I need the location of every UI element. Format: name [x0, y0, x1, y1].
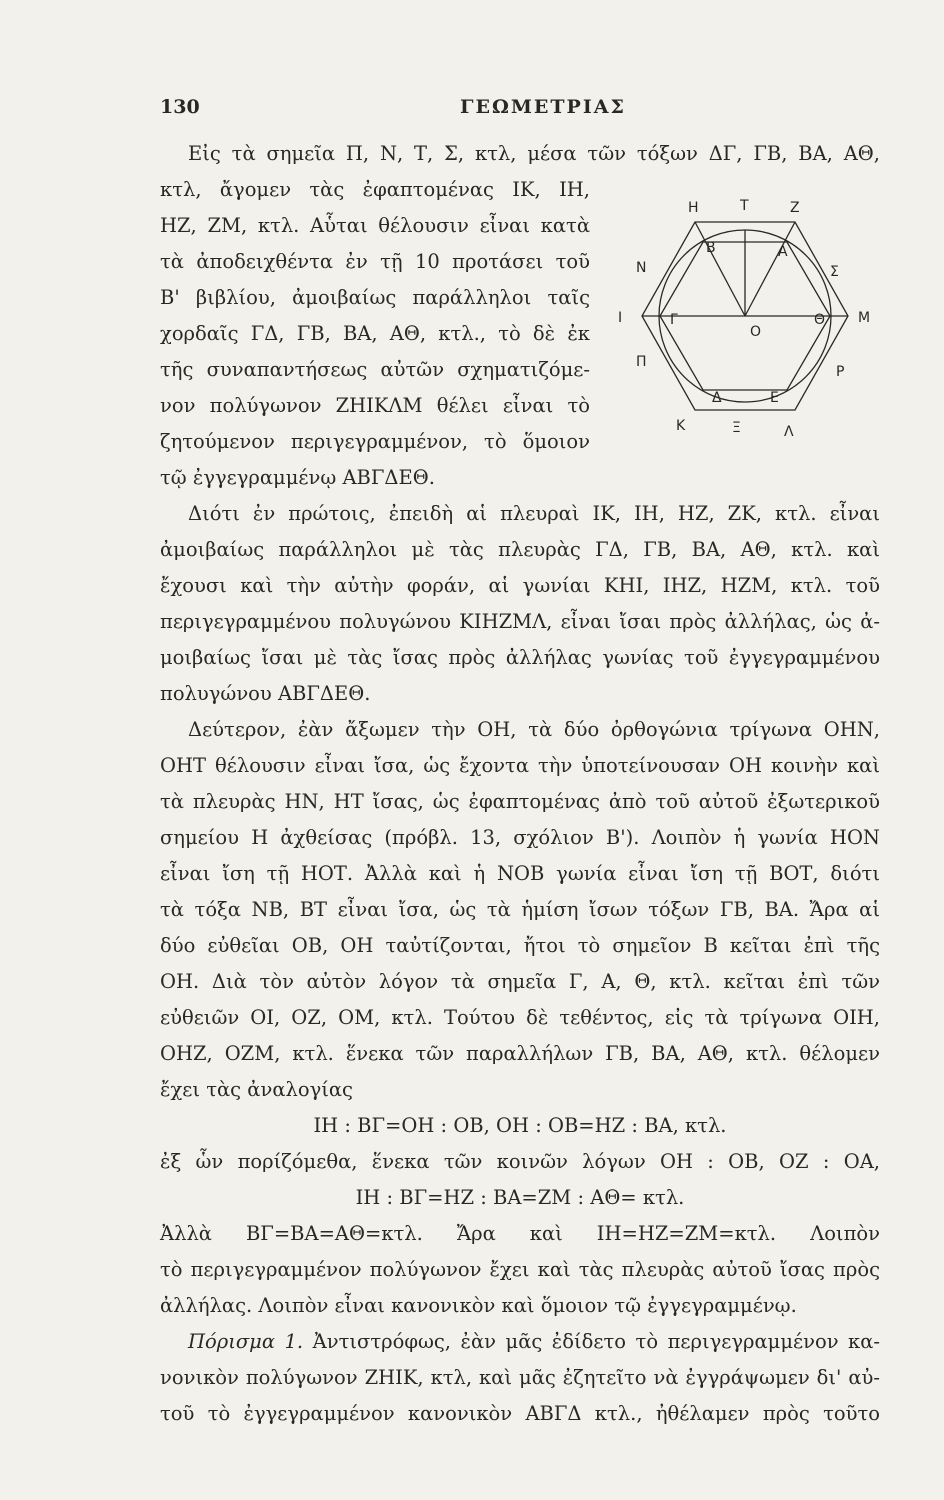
text-line: εἶναι ἴση τῇ ΗΟΤ. Ἀλλὰ καὶ ἡ ΝΟΒ γωνία εἶναι ἴση τῇ ΒΟΤ, διότι: [160, 862, 880, 885]
text-line: ΟΗ. Διὰ τὸν αὐτὸν λόγον τὰ σημεῖα Γ, Α, Θ, κτλ. κεῖται ἐπὶ τῶν: [160, 970, 880, 993]
text-line: περιγεγραμμένου πολυγώνου ΚΙΗΖΜΛ, εἶναι ἴσαι πρὸς ἀλλήλας, ὡς ἀ-: [160, 610, 880, 633]
label-mu: Μ: [858, 310, 871, 326]
label-pi: Π: [636, 354, 647, 370]
corollary-text: Ἀντιστρόφως, ἐὰν μᾶς ἐδίδετο τὸ περιγεγραμμένον κα-: [312, 1330, 881, 1353]
label-kappa: Κ: [676, 418, 686, 434]
text-line: τὸ περιγεγραμμένον πολύγωνον ἔχει καὶ τὰς πλευρὰς αὐτοῦ ἴσας πρὸς: [160, 1258, 880, 1281]
text-line: τὰ ἀποδειχθέντα ἐν τῇ 10 προτάσει τοῦ: [160, 250, 590, 273]
text-line: ἐξ ὧν πορίζόμεθα, ἕνεκα τῶν κοινῶν λόγων ΟΗ : ΟΒ, ΟΖ : ΟΑ,: [160, 1150, 880, 1173]
label-eta: Η: [688, 200, 699, 216]
text-line: σημείου Η ἀχθείσας (πρόβλ. 13, σχόλιον Β'). Λοιπὸν ἡ γωνία ΗΟΝ: [160, 826, 880, 849]
label-rho: Ρ: [836, 364, 845, 380]
text-line: Ἀλλὰ ΒΓ=ΒΑ=ΑΘ=κτλ. Ἄρα καὶ ΙΗ=ΗΖ=ΖΜ=κτλ. Λοιπὸν: [160, 1222, 880, 1245]
text-line: τὰ πλευρὰς ΗΝ, ΗΤ ἴσας, ὡς ἐφαπτομένας ἀπὸ τοῦ αὐτοῦ ἐξωτερικοῦ: [160, 790, 880, 813]
geometry-figure: [600, 190, 885, 450]
text-line: τὰ τόξα ΝΒ, ΒΤ εἶναι ἴσα, ὡς τὰ ἡμίση ἴσων τόξων ΓΒ, ΒΑ. Ἄρα αἱ: [160, 898, 880, 921]
corollary-line: [160, 1330, 880, 1354]
text-line: δύο εὐθεῖαι ΟΒ, ΟΗ ταὐτίζονται, ἤτοι τὸ σημεῖον Β κεῖται ἐπὶ τῆς: [160, 934, 880, 957]
equation: ΙΗ : ΒΓ=ΟΗ : ΟΒ, ΟΗ : ΟΒ=ΗΖ : ΒΑ, κτλ.: [313, 1114, 727, 1137]
radius-line: [695, 222, 745, 316]
radius-line: [745, 222, 795, 316]
label-tau: Τ: [740, 198, 749, 214]
text-line: Δεύτερον, ἐὰν ἄξωμεν τὴν ΟΗ, τὰ δύο ὀρθογώνια τρίγωνα ΟΗΝ,: [188, 718, 880, 741]
page-number: 130: [160, 96, 200, 118]
equation: ΙΗ : ΒΓ=ΗΖ : ΒΑ=ΖΜ : ΑΘ= κτλ.: [355, 1186, 685, 1209]
running-title: ΓΕΩΜΕΤΡΙΑΣ: [460, 96, 626, 118]
hexagon-diagram: [600, 190, 885, 450]
label-iota: Ι: [618, 310, 623, 326]
text-line: τῷ ἐγγεγραμμένῳ ΑΒΓΔΕΘ.: [160, 466, 435, 489]
text-line: Διότι ἐν πρώτοις, ἐπειδὴ αἱ πλευραὶ ΙΚ, ΙΗ, ΗΖ, ΖΚ, κτλ. εἶναι: [188, 502, 880, 525]
text-line: ΟΗΤ θέλουσιν εἶναι ἴσα, ὡς ἔχοντα τὴν ὑποτείνουσαν ΟΗ κοινὴν καὶ: [160, 754, 880, 777]
label-epsilon: Ε: [770, 390, 779, 406]
text-line: ζητούμενον περιγεγραμμένον, τὸ ὅμοιον: [160, 430, 590, 453]
text-line: μοιβαίως ἴσαι μὲ τὰς ἴσας πρὸς ἀλλήλας γωνίας τοῦ ἐγγεγραμμένου: [160, 646, 880, 669]
text-line: ἀλλήλας. Λοιπὸν εἶναι κανονικὸν καὶ ὅμοιον τῷ ἐγγεγραμμένῳ.: [160, 1294, 797, 1317]
text-line: Β' βιβλίου, ἀμοιβαίως παράλληλοι ταῖς: [160, 286, 590, 309]
text-line: εὐθειῶν ΟΙ, ΟΖ, ΟΜ, κτλ. Τούτου δὲ τεθέντος, εἰς τὰ τρίγωνα ΟΙΗ,: [160, 1006, 880, 1029]
label-gamma: Γ: [670, 312, 678, 328]
page-header: [160, 96, 880, 126]
label-xi: Ξ: [732, 420, 741, 436]
text-line: νονικὸν πολύγωνον ΖΗΙΚ, κτλ, καὶ μᾶς ἐζητεῖτο νὰ ἐγγράψωμεν δι' αὐ-: [160, 1366, 880, 1389]
label-omicron: Ο: [750, 324, 762, 340]
text-line: τῆς συναπαντήσεως αὐτῶν σχηματιζόμε-: [160, 358, 590, 381]
text-line: νον πολύγωνον ΖΗΙΚΛΜ θέλει εἶναι τὸ: [160, 394, 590, 417]
label-nu: Ν: [636, 260, 647, 276]
text-line: κτλ, ἄγομεν τὰς ἐφαπτομένας ΙΚ, ΙΗ,: [160, 178, 590, 201]
text-line: χορδαῖς ΓΔ, ΓΒ, ΒΑ, ΑΘ, κτλ., τὸ δὲ ἐκ: [160, 322, 590, 345]
text-line: ΗΖ, ΖΜ, κτλ. Αὗται θέλουσιν εἶναι κατὰ: [160, 214, 590, 237]
text-line: ἔχουσι καὶ τὴν αὐτὴν φοράν, αἱ γωνίαι ΚΗΙ, ΙΗΖ, ΗΖΜ, κτλ. τοῦ: [160, 574, 880, 597]
text-line: πολυγώνου ΑΒΓΔΕΘ.: [160, 682, 371, 705]
text-line: ἀμοιβαίως παράλληλοι μὲ τὰς πλευρὰς ΓΔ, ΓΒ, ΒΑ, ΑΘ, κτλ. καὶ: [160, 538, 880, 561]
label-sigma: Σ: [830, 264, 839, 280]
label-alpha: Α: [778, 244, 788, 260]
text-line: τοῦ τὸ ἐγγεγραμμένον κανονικὸν ΑΒΓΔ κτλ., ἠθέλαμεν πρὸς τοῦτο: [160, 1402, 880, 1425]
label-lambda: Λ: [784, 424, 794, 440]
label-beta: Β: [706, 240, 716, 256]
label-zeta: Ζ: [790, 200, 800, 216]
text-line: Εἰς τὰ σημεῖα Π, Ν, Τ, Σ, κτλ, μέσα τῶν τόξων ΔΓ, ΓΒ, ΒΑ, ΑΘ,: [188, 142, 880, 165]
label-theta: Θ: [814, 312, 826, 328]
text-line: ἔχει τὰς ἀναλογίας: [160, 1078, 353, 1101]
corollary-heading: Πόρισμα 1.: [188, 1330, 304, 1353]
label-delta: Δ: [712, 390, 722, 406]
text-line: ΟΗΖ, ΟΖΜ, κτλ. ἕνεκα τῶν παραλλήλων ΓΒ, ΒΑ, ΑΘ, κτλ. θέλομεν: [160, 1042, 880, 1065]
